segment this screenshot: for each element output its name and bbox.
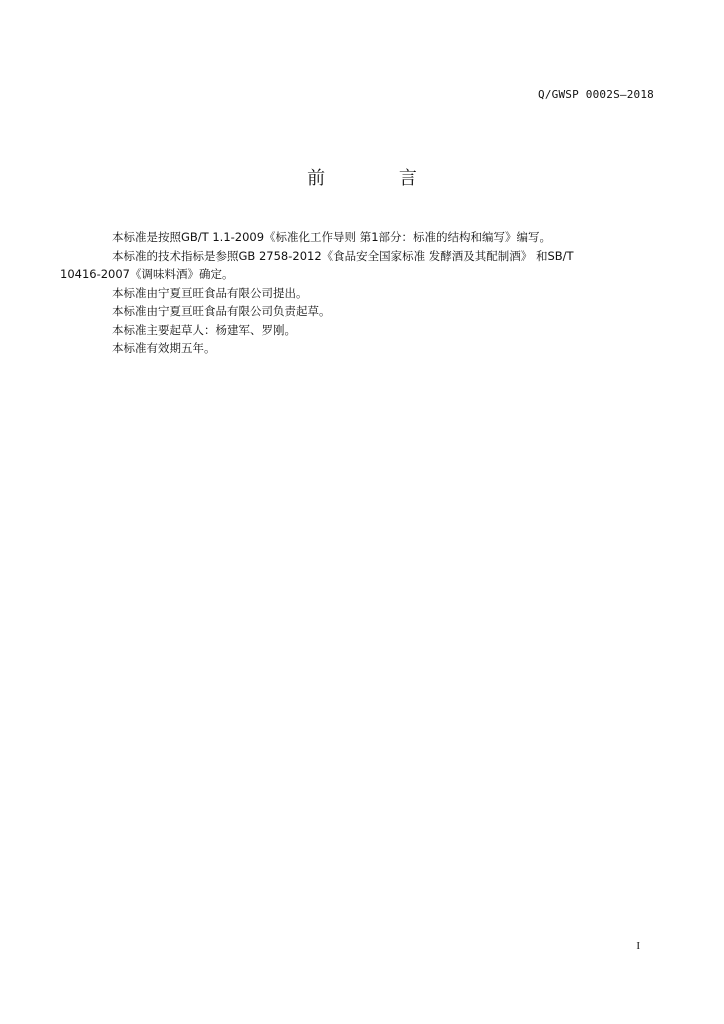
paragraph-validity: 本标准有效期五年。: [112, 341, 216, 355]
paragraph-drafting-unit: 本标准由宁夏亘旺食品有限公司负责起草。: [112, 304, 331, 318]
paragraph-proposer: 本标准由宁夏亘旺食品有限公司提出。: [112, 285, 308, 300]
foreword-body: [60, 228, 658, 358]
page-number: I: [636, 940, 640, 952]
standard-code: Q/GWSP 0002S—2018: [538, 88, 654, 101]
paragraph-line: 本标准的技术指标是参照GB 2758-2012《食品安全国家标准 发酵酒及其配制酒》 和SB/T: [112, 248, 574, 263]
paragraph-technical-indicators: [60, 247, 658, 284]
paragraph-drafters: 本标准主要起草人：杨建军、罗刚。: [112, 322, 296, 337]
page-title: 前 言: [307, 168, 451, 189]
paragraph-basis: 本标准是按照GB/T 1.1-2009《标准化工作导则 第1部分：标准的结构和编写》编写。: [112, 230, 552, 244]
paragraph-line: 10416-2007《调味料酒》确定。: [60, 267, 234, 281]
